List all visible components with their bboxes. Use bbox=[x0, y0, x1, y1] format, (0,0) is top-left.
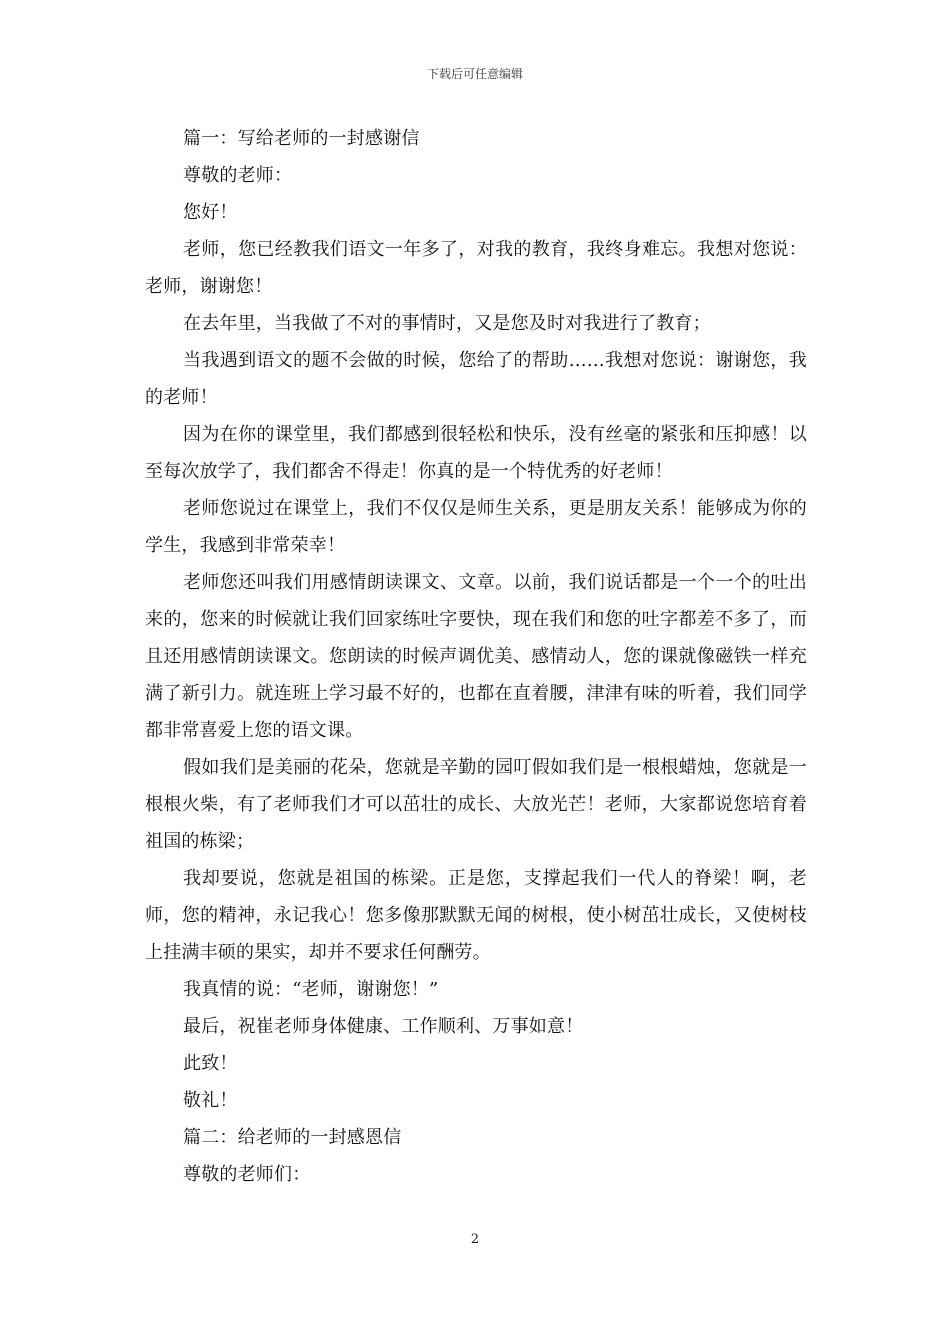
body-paragraph: 老师，您已经教我们语文一年多了，对我的教育，我终身难忘。我想对您说：老师，谢谢您！ bbox=[145, 239, 807, 297]
salutation: 尊敬的老师： bbox=[183, 165, 293, 186]
body-paragraph: 假如我们是美丽的花朵，您就是辛勤的园叮假如我们是一根根蜡烛，您就是一根根火柴，有了老师我们才可以茁壮的成长、大放光芒！老师，大家都说您培育着祖国的栋梁； bbox=[145, 757, 807, 852]
section-title-1: 篇一：写给老师的一封感谢信 bbox=[183, 128, 420, 149]
body-paragraph: 我真情的说：“老师，谢谢您！” bbox=[183, 979, 439, 1000]
section-title-2: 篇二：给老师的一封感恩信 bbox=[183, 1127, 402, 1148]
body-paragraph: 在去年里，当我做了不对的事情时，又是您及时对我进行了教育； bbox=[183, 313, 711, 334]
greeting: 您好！ bbox=[183, 202, 238, 223]
closing-line: 敬礼！ bbox=[183, 1090, 238, 1111]
page-number: 2 bbox=[470, 1232, 480, 1247]
page-header: 下载后可任意编辑 bbox=[426, 67, 523, 81]
body-paragraph: 最后，祝崔老师身体健康、工作顺利、万事如意！ bbox=[183, 1016, 584, 1037]
body-paragraph: 因为在你的课堂里，我们都感到很轻松和快乐，没有丝毫的紧张和压抑感！以至每次放学了，我们都舍不得走！你真的是一个特优秀的好老师！ bbox=[145, 424, 807, 482]
body-paragraph: 我却要说，您就是祖国的栋梁。正是您，支撑起我们一代人的脊梁！啊，老师，您的精神，永记我心！您多像那默默无闻的树根，使小树茁壮成长，又使树枝上挂满丰硕的果实，却并不要求任何酬劳。 bbox=[145, 868, 807, 963]
body-paragraph: 当我遇到语文的题不会做的时候，您给了的帮助……我想对您说：谢谢您，我的老师！ bbox=[145, 350, 807, 408]
body-paragraph: 老师您说过在课堂上，我们不仅仅是师生关系，更是朋友关系！能够成为你的学生，我感到非常荣幸！ bbox=[145, 498, 807, 556]
body-paragraph: 老师您还叫我们用感情朗读课文、文章。以前，我们说话都是一个一个的吐出来的，您来的时候就让我们回家练吐字要快，现在我们和您的吐字都差不多了，而且还用感情朗读课文。您朗读的时候声调优美、感情动人，您的课就像磁铁一样充满了新引力。就连班上学习最不好的，也都在直着腰，津津有味的听着，我们同学都非常喜爱上您的语文课。 bbox=[145, 572, 807, 741]
salutation: 尊敬的老师们： bbox=[183, 1164, 311, 1185]
document-body bbox=[145, 120, 807, 1193]
closing-line: 此致！ bbox=[183, 1053, 238, 1074]
